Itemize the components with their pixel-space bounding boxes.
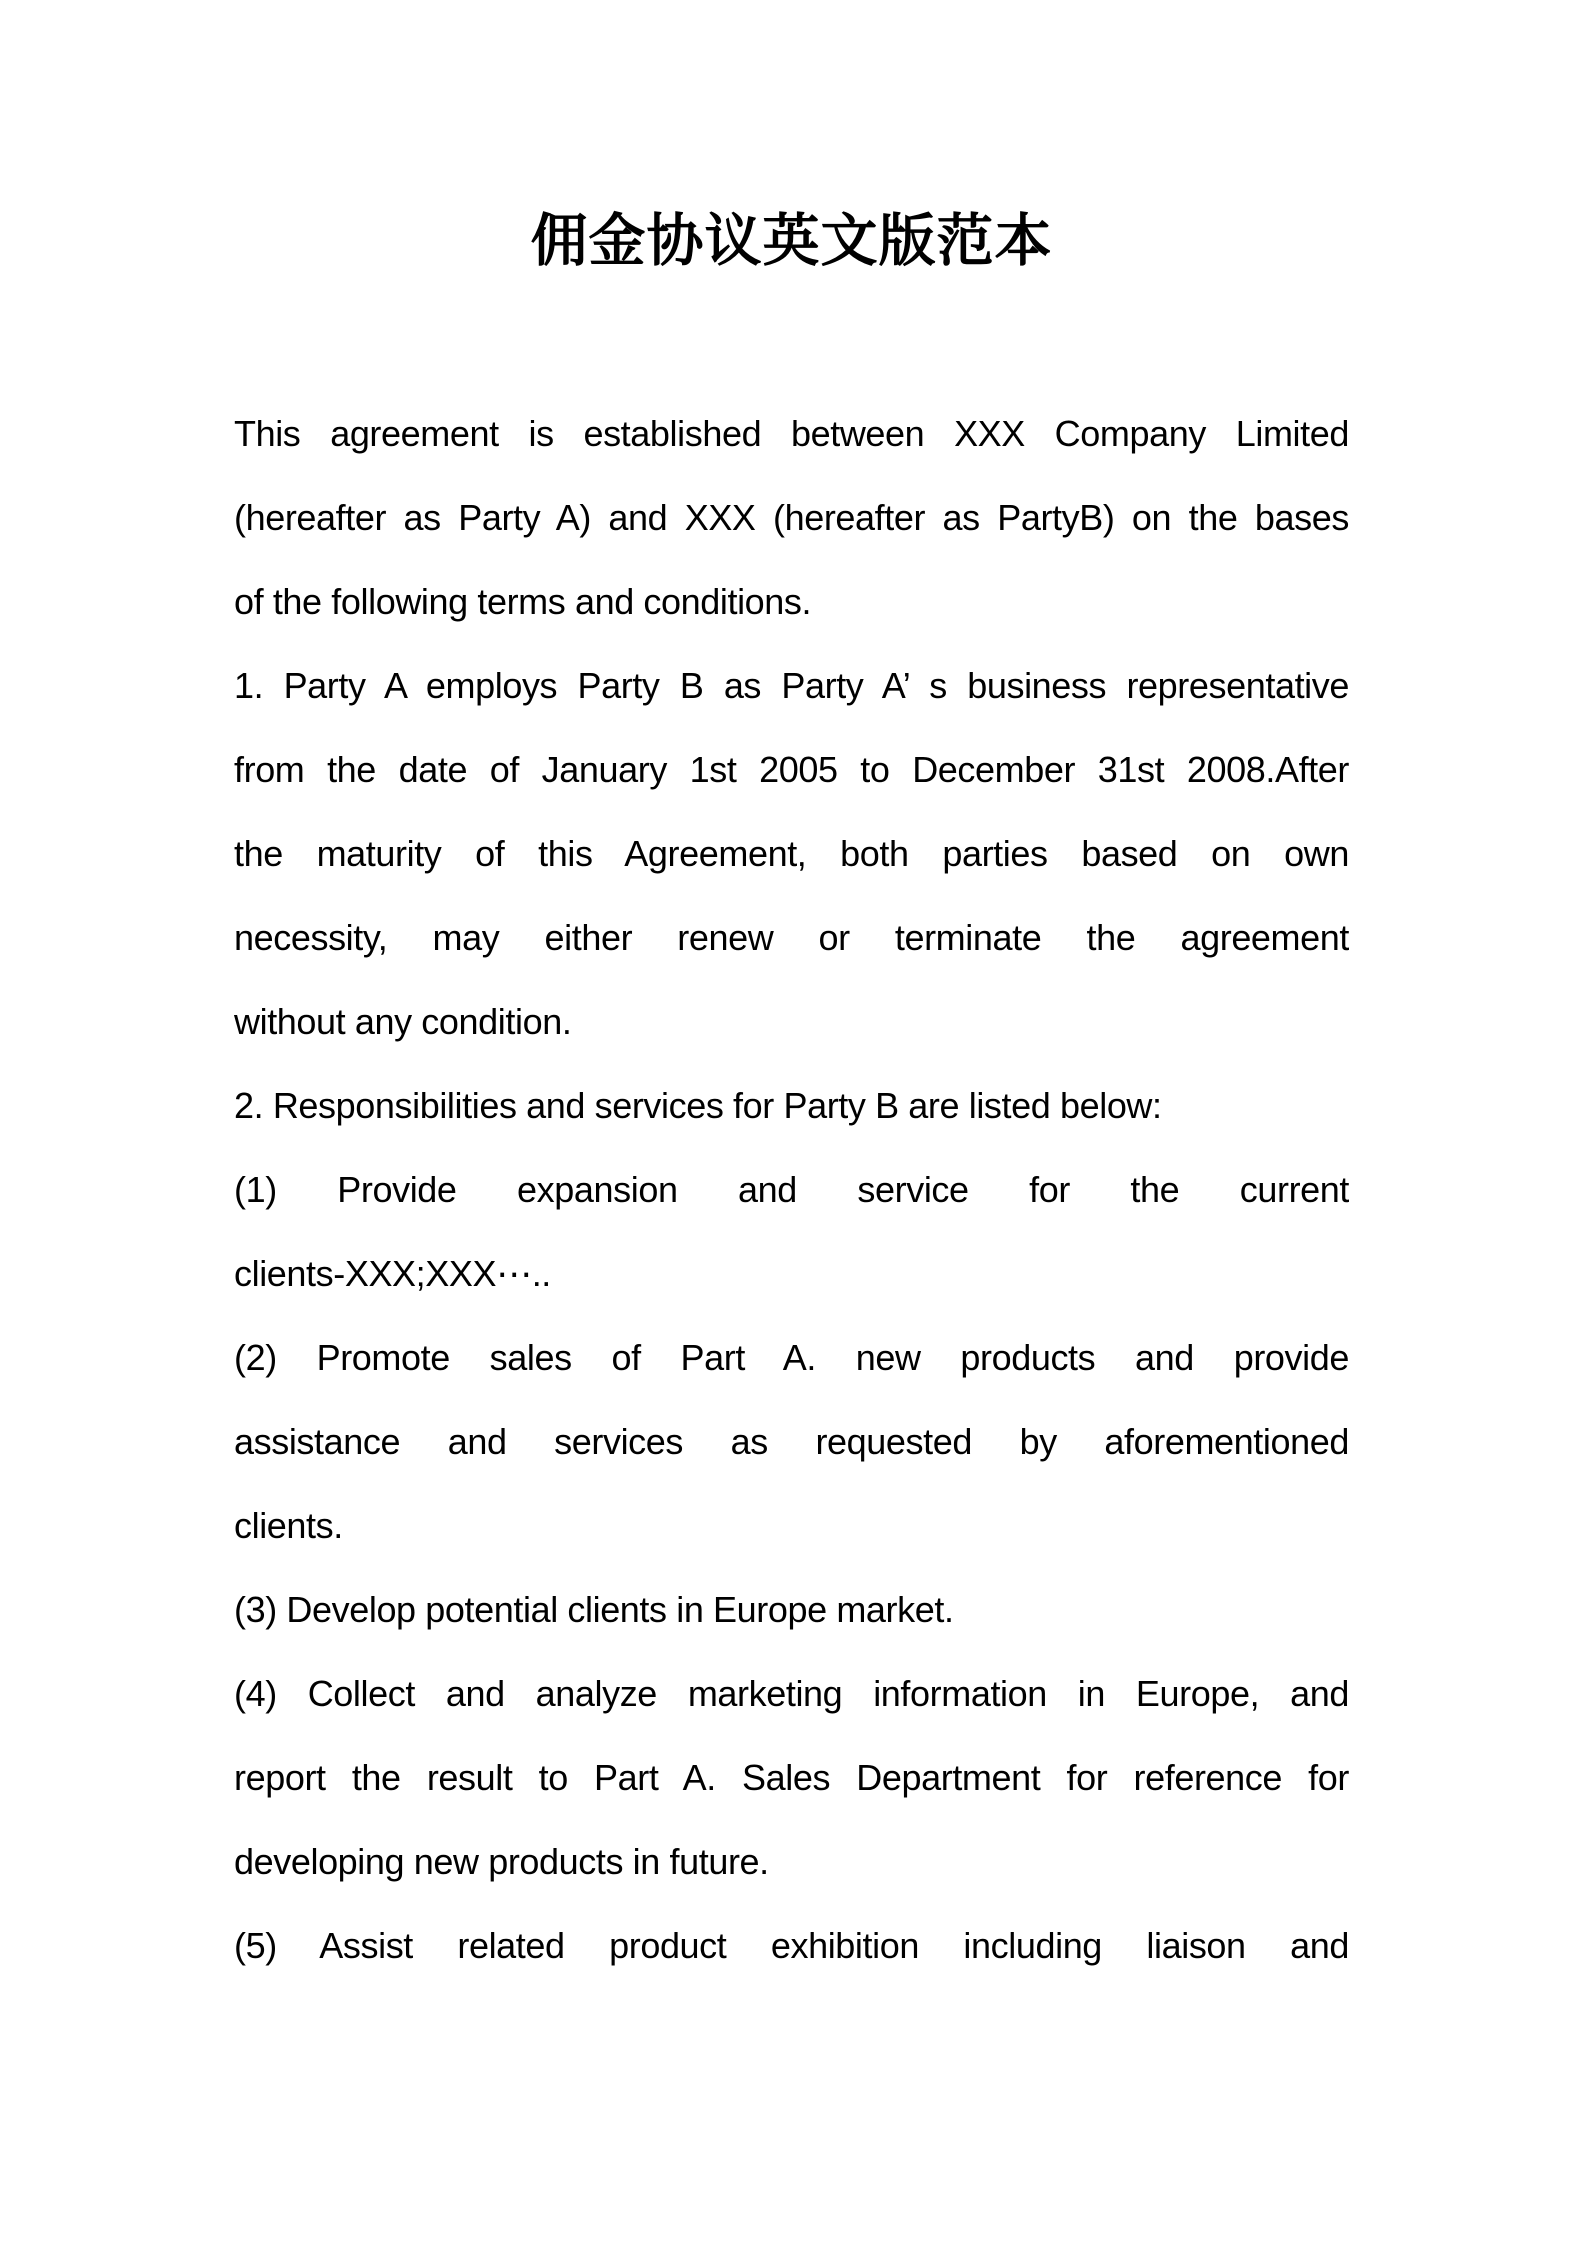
page-title: 佣金协议英文版范本 [530, 208, 1053, 274]
document-line: (1) Provide expansion and service for the current [234, 1169, 1349, 1210]
document-line: the maturity of this Agreement, both parties based on own [234, 833, 1349, 874]
document-body [234, 392, 1349, 1988]
document-line: assistance and services as requested by aforementioned [234, 1421, 1349, 1462]
document-line: (hereafter as Party A) and XXX (hereafter as PartyB) on the bases [234, 497, 1349, 538]
document-line: (3) Develop potential clients in Europe market. [234, 1589, 954, 1630]
document-line: 1. Party A employs Party B as Party A’ s business representative [234, 665, 1349, 706]
document-line: (4) Collect and analyze marketing information in Europe, and [234, 1673, 1349, 1714]
document-line: This agreement is established between XXX Company Limited [234, 413, 1349, 454]
document-line: clients-XXX;XXX⋯.. [234, 1253, 551, 1294]
document-line: (5) Assist related product exhibition including liaison and [234, 1925, 1349, 1966]
document-line: without any condition. [234, 1001, 572, 1042]
document-line: from the date of January 1st 2005 to December 31st 2008.After [234, 749, 1349, 790]
document-line: of the following terms and conditions. [234, 581, 812, 622]
document-line: clients. [234, 1505, 343, 1546]
document-line: 2. Responsibilities and services for Party B are listed below: [234, 1085, 1162, 1126]
document-line: necessity, may either renew or terminate the agreement [234, 917, 1349, 958]
document-line: (2) Promote sales of Part A. new products and provide [234, 1337, 1349, 1378]
document-line: report the result to Part A. Sales Department for reference for [234, 1757, 1349, 1798]
document-line: developing new products in future. [234, 1841, 769, 1882]
